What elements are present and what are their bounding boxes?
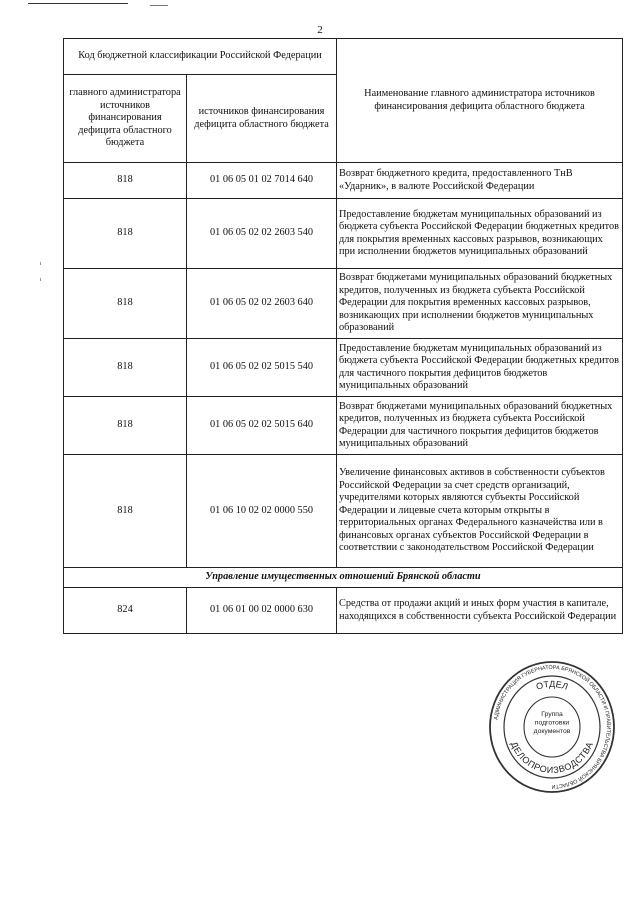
top-rule	[28, 3, 128, 4]
source-code-cell: 01 06 01 00 02 0000 630	[187, 588, 337, 634]
scan-mark	[40, 278, 41, 281]
header-group-cell: Код бюджетной классификации Российской Федерации	[64, 39, 337, 75]
name-cell: Возврат бюджетного кредита, предоставленного ТнВ «Ударник», в валюте Российской Федерации	[337, 163, 623, 199]
admin-code-cell: 818	[64, 339, 187, 397]
admin-code-cell: 818	[64, 397, 187, 455]
header-source-cell: источников финансирования дефицита областного бюджета	[187, 75, 337, 163]
name-cell: Предоставление бюджетам муниципальных образований из бюджета субъекта Российской Федерации бюджетных кредитов для частичного покрытия дефицитов бюджетов муниципальных образований	[337, 339, 623, 397]
top-rule-mark	[150, 5, 168, 6]
source-code-cell: 01 06 05 02 02 5015 540	[187, 339, 337, 397]
department-stamp	[488, 658, 616, 796]
source-code-cell: 01 06 05 02 02 2603 540	[187, 199, 337, 269]
section-row	[64, 568, 623, 588]
page-number: 2	[317, 24, 323, 36]
source-code-cell: 01 06 05 01 02 7014 640	[187, 163, 337, 199]
table-row	[64, 455, 623, 568]
table-row	[64, 588, 623, 634]
name-cell: Средства от продажи акций и иных форм участия в капитале, находящихся в собственности субъекта Российской Федерации	[337, 588, 623, 634]
stamp-inner-ring	[524, 697, 580, 757]
name-cell: Возврат бюджетами муниципальных образований бюджетных кредитов, полученных из бюджета субъекта Российской Федерации для частичного покрытия дефицитов бюджетов муниципальных образований	[337, 397, 623, 455]
admin-code-cell: 824	[64, 588, 187, 634]
source-code-cell: 01 06 10 02 02 0000 550	[187, 455, 337, 568]
stamp-dept-bottom: ДЕЛОПРОИЗВОДСТВА	[508, 740, 596, 776]
header-name-cell: Наименование главного администратора источников финансирования дефицита областного бюджета	[337, 39, 623, 163]
header-admin-cell: главного администратора источников финансирования дефицита областного бюджета	[64, 75, 187, 163]
registry-table	[63, 38, 623, 634]
source-code-cell: 01 06 05 02 02 2603 640	[187, 269, 337, 339]
name-cell: Предоставление бюджетам муниципальных образований из бюджета субъекта Российской Федерации бюджетных кредитов для покрытия временных кассовых разрывов, возникающих при исполнении бюджетов муниципальных образований	[337, 199, 623, 269]
table-row	[64, 339, 623, 397]
stamp-middle-ring	[504, 676, 600, 778]
name-cell: Возврат бюджетами муниципальных образований бюджетных кредитов, полученных из бюджета субъекта Российской Федерации для покрытия временных кассовых разрывов, возникающих при исполнении бюджетов муниципальных образований	[337, 269, 623, 339]
table-row	[64, 163, 623, 199]
section-title: Управление имущественных отношений Брянской области	[64, 568, 623, 588]
table-row	[64, 269, 623, 339]
admin-code-cell: 818	[64, 455, 187, 568]
scan-mark	[40, 262, 41, 265]
source-code-cell: 01 06 05 02 02 5015 640	[187, 397, 337, 455]
stamp-ring-text: АДМИНИСТРАЦИЯ ГУБЕРНАТОРА БРЯНСКОЙ ОБЛАСТИ И ПРАВИТЕЛЬСТВА БРЯНСКОЙ ОБЛАСТИ	[493, 664, 612, 790]
table-row	[64, 397, 623, 455]
stamp-dept-top: ОТДЕЛ	[534, 678, 570, 692]
table-row	[64, 199, 623, 269]
admin-code-cell: 818	[64, 199, 187, 269]
stamp-center-text: Группа подготовки документов	[533, 711, 571, 735]
name-cell: Увеличение финансовых активов в собственности субъектов Российской Федерации за счет средств организаций, учредителями которых являются субъекты Российской Федерации и лицевые счета которым открыты в территориальных органах Федерального казначейства или в финансовых органах субъектов Российской Федерации в соответствии с законодательством Российской Федерации	[337, 455, 623, 568]
admin-code-cell: 818	[64, 269, 187, 339]
admin-code-cell: 818	[64, 163, 187, 199]
